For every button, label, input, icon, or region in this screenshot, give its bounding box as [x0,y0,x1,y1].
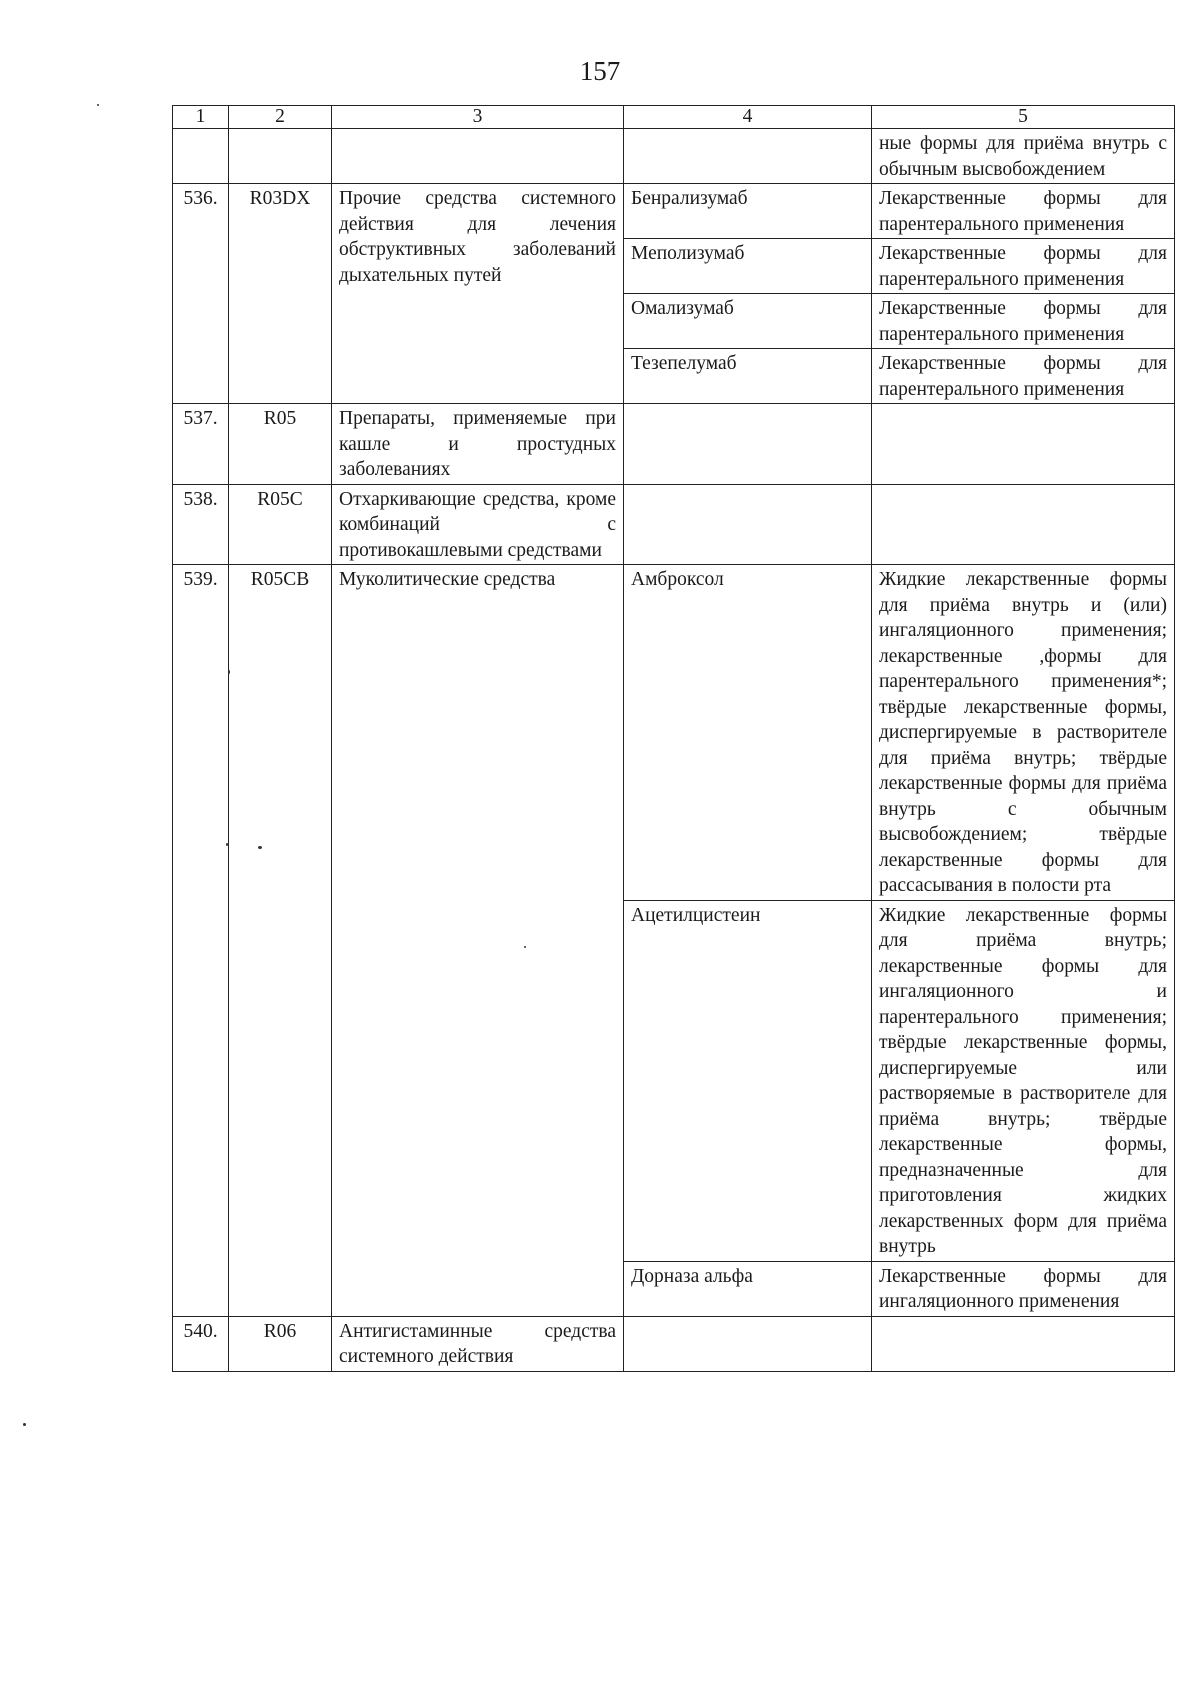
row-number: 537. [173,404,229,485]
table-row [173,404,1175,485]
drug-name [624,484,872,565]
atc-code: R05 [229,404,332,485]
drug-name [624,404,872,485]
dosage-forms: Лекарственные формы для парентерального применения [872,239,1175,294]
dosage-forms: Лекарственные формы для ингаляционного применения [872,1261,1175,1316]
dosage-forms: Лекарственные формы для парентерального применения [872,184,1175,239]
group-name: Прочие средства системного действия для лечения обструктивных заболеваний дыхательных путей [332,184,624,404]
scan-speck [228,670,230,674]
drug-name [624,1316,872,1371]
table-row [173,484,1175,565]
table-row [173,129,1175,184]
drug-name: Амброксол [624,565,872,901]
group-name [332,129,624,184]
dosage-forms [872,404,1175,485]
table-row [173,1316,1175,1371]
scan-speck [258,846,262,849]
medicines-table [172,105,1175,1372]
group-name: Препараты, применяемые при кашле и простудных заболеваниях [332,404,624,485]
atc-code: R05CB [229,565,332,1317]
table-row [173,565,1175,901]
dosage-forms: Жидкие лекарственные формы для приёма внутрь; лекарственные формы для ингаляционного и парентерального применения; твёрдые лекарственные формы, диспергируемые или растворяемые в растворителе для приёма внутрь; твёрдые лекарственные формы, предназначенные для приготовления жидких лекарственных форм для приёма внутрь [872,900,1175,1261]
row-number [173,129,229,184]
header-row [173,106,1175,129]
header-col-4: 4 [624,106,872,129]
drug-name: Меполизумаб [624,239,872,294]
table-row [173,184,1175,239]
page-number: 157 [579,56,621,86]
group-name: Муколитические средства [332,565,624,1317]
group-name: Отхаркивающие средства, кроме комбинаций с противокашлевыми средствами [332,484,624,565]
row-number: 536. [173,184,229,404]
atc-code [229,129,332,184]
drug-name [624,129,872,184]
row-number: 539. [173,565,229,1317]
header-col-5: 5 [872,106,1175,129]
dosage-forms [872,484,1175,565]
drug-name: Дорназа альфа [624,1261,872,1316]
drug-name: Бенрализумаб [624,184,872,239]
dosage-forms: ные формы для приёма внутрь с обычным высвобождением [872,129,1175,184]
row-number: 538. [173,484,229,565]
header-col-1: 1 [173,106,229,129]
atc-code: R06 [229,1316,332,1371]
dosage-forms: Жидкие лекарственные формы для приёма внутрь и (или) ингаляционного применения; лекарственные ,формы для парентерального применения*; твёрдые лекарственные формы, диспергируемые в растворителе для приёма внутрь; твёрдые лекарственные формы для приёма внутрь с обычным высвобождением; твёрдые лекарственные формы для рассасывания в полости рта [872,565,1175,901]
scan-speck [226,843,228,846]
dosage-forms: Лекарственные формы для парентерального применения [872,294,1175,349]
scan-speck [97,104,99,106]
drug-name: Ацетилцистеин [624,900,872,1261]
group-name: Антигистаминные средства системного действия [332,1316,624,1371]
atc-code: R03DX [229,184,332,404]
drug-name: Тезепелумаб [624,349,872,404]
scan-speck [524,946,526,948]
drug-name: Омализумаб [624,294,872,349]
dosage-forms: Лекарственные формы для парентерального применения [872,349,1175,404]
dosage-forms [872,1316,1175,1371]
atc-code: R05C [229,484,332,565]
scan-speck [23,1423,26,1426]
row-number: 540. [173,1316,229,1371]
header-col-2: 2 [229,106,332,129]
header-col-3: 3 [332,106,624,129]
